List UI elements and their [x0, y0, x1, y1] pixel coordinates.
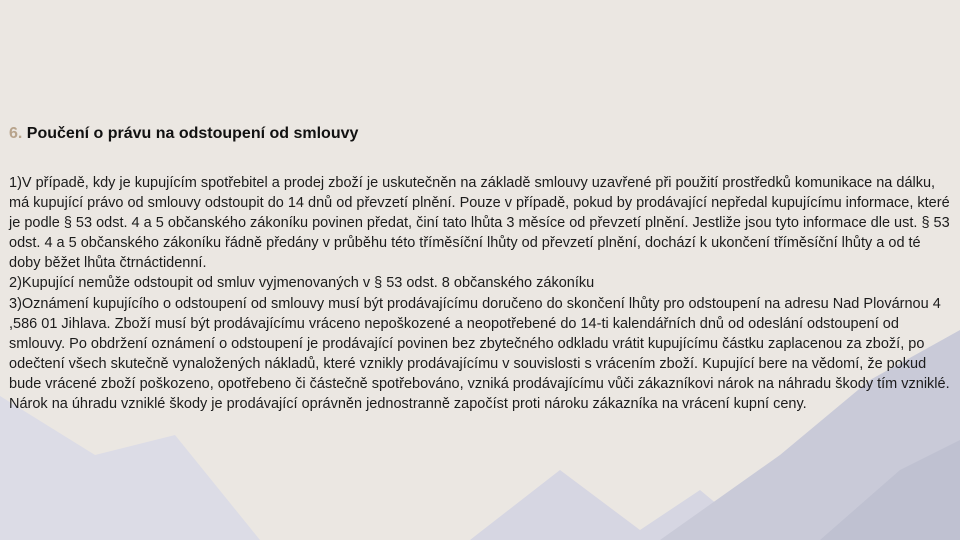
section-number: 6. — [9, 125, 23, 142]
paragraph-1: 1)V případě, kdy je kupujícím spotřebitel a prodej zboží je uskutečněn na základě smlouvy uzavřené při použití prostředků komunikace na dálku, má kupující právo od smlouvy odstoupit do 14 dnů od převzetí plnění. Pouze v případě, pokud by prodávající nepředal kupujícímu informace, které je podle § 53 odst. 4 a 5 občanského zákoníku povinen předat, činí tato lhůta 3 měsíce od převzetí plnění. Jestliže jsou tyto informace dle ust. § 53 odst. 4 a 5 občanského zákoníku řádně předány v průběhu této tříměsíční lhůty od převzetí plnění, dochází k ukončení tříměsíční lhůty a od té doby běžet lhůta čtrnáctidenní. — [9, 175, 950, 272]
section-title: Poučení o právu na odstoupení od smlouvy — [26, 125, 359, 142]
section-heading — [9, 125, 358, 143]
body-text — [9, 173, 954, 414]
paragraph-3: 3)Oznámení kupujícího o odstoupení od smlouvy musí být prodávajícímu doručeno do skončení lhůty pro odstoupení na adresu Nad Plovárnou 4 ,586 01 Jihlava. Zboží musí být prodávajícímu vráceno nepoškozené a neopotřebené do 14-ti kalendářních dnů od odeslání odstoupení od smlouvy. Po obdržení oznámení o odstoupení je prodávající povinen bez zbytečného odkladu vrátit kupujícímu částku zaplacenou za zboží, po odečtení všech skutečně vynaložených nákladů, které vznikly prodávajícímu v souvislosti s vrácením zboží. Kupující bere na vědomí, že pokud bude vrácené zboží poškozeno, opotřebeno či částečně spotřebováno, vzniká prodávajícímu vůči zákazníkovi nárok na náhradu škody tím vzniklé. Nárok na úhradu vzniklé škody je prodávající oprávněn jednostranně započíst proti nároku zákazníka na vrácení kupní ceny. — [9, 295, 950, 413]
mountain-shape-left — [0, 396, 260, 540]
paragraph-2: 2)Kupující nemůže odstoupit od smluv vyjmenovaných v § 53 odst. 8 občanského zákoníku — [9, 275, 595, 292]
